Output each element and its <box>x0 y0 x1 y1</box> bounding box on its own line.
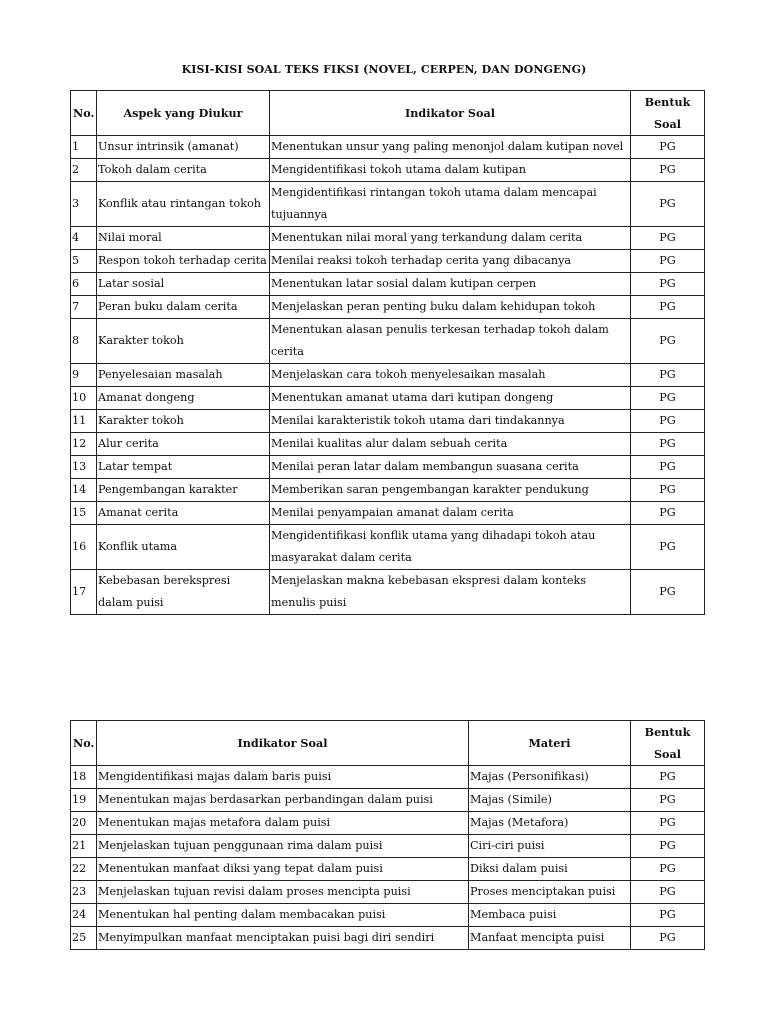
header-bentuk-line1: Bentuk <box>644 725 691 739</box>
header-bentuk-soal <box>631 721 705 766</box>
row-aspek: Amanat cerita <box>97 502 270 525</box>
row-aspek: Latar sosial <box>97 273 270 296</box>
materi-table-body <box>71 766 705 950</box>
row-indikator: Menentukan hal penting dalam membacakan puisi <box>97 904 469 927</box>
row-bentuk: PG <box>631 433 705 456</box>
row-indikator: Memberikan saran pengembangan karakter pendukung <box>270 479 631 502</box>
row-aspek: Penyelesaian masalah <box>97 364 270 387</box>
row-bentuk: PG <box>631 364 705 387</box>
row-aspek: Konflik utama <box>97 525 270 570</box>
header-materi: Materi <box>469 721 631 766</box>
row-aspek: Nilai moral <box>97 227 270 250</box>
row-no: 16 <box>71 525 97 570</box>
row-bentuk: PG <box>631 789 705 812</box>
table-row <box>71 904 705 927</box>
row-aspek: Alur cerita <box>97 433 270 456</box>
row-aspek: Pengembangan karakter <box>97 479 270 502</box>
table-row <box>71 250 705 273</box>
row-bentuk: PG <box>631 227 705 250</box>
table-row <box>71 570 705 615</box>
table-row <box>71 159 705 182</box>
document-title: KISI-KISI SOAL TEKS FIKSI (NOVEL, CERPEN, DAN DONGENG) <box>181 63 587 76</box>
row-bentuk: PG <box>631 525 705 570</box>
row-bentuk: PG <box>631 296 705 319</box>
row-bentuk: PG <box>631 319 705 364</box>
row-no: 7 <box>71 296 97 319</box>
row-no: 17 <box>71 570 97 615</box>
row-bentuk: PG <box>631 835 705 858</box>
row-bentuk: PG <box>631 410 705 433</box>
row-aspek: Respon tokoh terhadap cerita <box>97 250 270 273</box>
row-aspek: Unsur intrinsik (amanat) <box>97 136 270 159</box>
row-indikator: Menjelaskan makna kebebasan ekspresi dalam konteks menulis puisi <box>270 570 631 615</box>
row-aspek: Karakter tokoh <box>97 410 270 433</box>
table-row <box>71 881 705 904</box>
table-header-row <box>71 91 705 136</box>
table-row <box>71 364 705 387</box>
table-row <box>71 319 705 364</box>
table-row <box>71 789 705 812</box>
row-indikator: Menentukan unsur yang paling menonjol dalam kutipan novel <box>270 136 631 159</box>
row-no: 10 <box>71 387 97 410</box>
row-indikator: Menentukan manfaat diksi yang tepat dalam puisi <box>97 858 469 881</box>
row-bentuk: PG <box>631 136 705 159</box>
row-materi: Manfaat mencipta puisi <box>469 927 631 950</box>
row-bentuk: PG <box>631 927 705 950</box>
row-aspek: Peran buku dalam cerita <box>97 296 270 319</box>
row-indikator: Menjelaskan peran penting buku dalam kehidupan tokoh <box>270 296 631 319</box>
row-bentuk: PG <box>631 858 705 881</box>
row-indikator: Menentukan majas berdasarkan perbandingan dalam puisi <box>97 789 469 812</box>
row-no: 6 <box>71 273 97 296</box>
row-indikator: Menilai penyampaian amanat dalam cerita <box>270 502 631 525</box>
row-indikator: Menilai reaksi tokoh terhadap cerita yang dibacanya <box>270 250 631 273</box>
table-row <box>71 136 705 159</box>
row-aspek: Karakter tokoh <box>97 319 270 364</box>
row-bentuk: PG <box>631 881 705 904</box>
row-no: 5 <box>71 250 97 273</box>
table-row <box>71 927 705 950</box>
row-indikator: Mengidentifikasi konflik utama yang dihadapi tokoh atau masyarakat dalam cerita <box>270 525 631 570</box>
row-indikator: Menjelaskan tujuan revisi dalam proses mencipta puisi <box>97 881 469 904</box>
table-row <box>71 296 705 319</box>
materi-table <box>70 720 705 950</box>
row-materi: Majas (Simile) <box>469 789 631 812</box>
row-bentuk: PG <box>631 456 705 479</box>
row-materi: Proses menciptakan puisi <box>469 881 631 904</box>
table-row <box>71 410 705 433</box>
row-indikator: Menyimpulkan manfaat menciptakan puisi bagi diri sendiri <box>97 927 469 950</box>
row-aspek: Tokoh dalam cerita <box>97 159 270 182</box>
row-aspek: Kebebasan berekspresi dalam puisi <box>97 570 270 615</box>
row-no: 21 <box>71 835 97 858</box>
row-indikator: Menentukan alasan penulis terkesan terhadap tokoh dalam cerita <box>270 319 631 364</box>
row-indikator: Menentukan amanat utama dari kutipan dongeng <box>270 387 631 410</box>
row-indikator: Mengidentifikasi rintangan tokoh utama dalam mencapai tujuannya <box>270 182 631 227</box>
row-bentuk: PG <box>631 502 705 525</box>
header-indikator: Indikator Soal <box>97 721 469 766</box>
table-row <box>71 227 705 250</box>
row-no: 23 <box>71 881 97 904</box>
aspek-table <box>70 90 705 615</box>
row-no: 18 <box>71 766 97 789</box>
row-indikator: Menentukan majas metafora dalam puisi <box>97 812 469 835</box>
row-no: 13 <box>71 456 97 479</box>
table-row <box>71 456 705 479</box>
table-row <box>71 525 705 570</box>
header-no: No. <box>71 721 97 766</box>
row-bentuk: PG <box>631 570 705 615</box>
row-indikator: Menilai peran latar dalam membangun suasana cerita <box>270 456 631 479</box>
row-indikator: Menentukan nilai moral yang terkandung dalam cerita <box>270 227 631 250</box>
row-aspek: Amanat dongeng <box>97 387 270 410</box>
row-bentuk: PG <box>631 182 705 227</box>
row-no: 8 <box>71 319 97 364</box>
row-indikator: Menjelaskan cara tokoh menyelesaikan masalah <box>270 364 631 387</box>
table-row <box>71 835 705 858</box>
row-materi: Majas (Metafora) <box>469 812 631 835</box>
row-materi: Ciri-ciri puisi <box>469 835 631 858</box>
header-no: No. <box>71 91 97 136</box>
table-header-row <box>71 721 705 766</box>
row-no: 9 <box>71 364 97 387</box>
row-bentuk: PG <box>631 273 705 296</box>
header-aspek: Aspek yang Diukur <box>97 91 270 136</box>
table-row <box>71 766 705 789</box>
row-indikator: Mengidentifikasi tokoh utama dalam kutipan <box>270 159 631 182</box>
row-bentuk: PG <box>631 766 705 789</box>
row-bentuk: PG <box>631 250 705 273</box>
row-bentuk: PG <box>631 812 705 835</box>
row-indikator: Mengidentifikasi majas dalam baris puisi <box>97 766 469 789</box>
row-materi: Membaca puisi <box>469 904 631 927</box>
row-bentuk: PG <box>631 479 705 502</box>
row-no: 15 <box>71 502 97 525</box>
row-materi: Diksi dalam puisi <box>469 858 631 881</box>
row-aspek: Latar tempat <box>97 456 270 479</box>
header-bentuk-line2: Soal <box>653 117 682 131</box>
row-bentuk: PG <box>631 387 705 410</box>
row-no: 14 <box>71 479 97 502</box>
table-row <box>71 182 705 227</box>
table-row <box>71 433 705 456</box>
table-row <box>71 387 705 410</box>
row-indikator: Menilai karakteristik tokoh utama dari tindakannya <box>270 410 631 433</box>
row-no: 2 <box>71 159 97 182</box>
row-indikator: Menentukan latar sosial dalam kutipan cerpen <box>270 273 631 296</box>
table-row <box>71 858 705 881</box>
row-materi: Majas (Personifikasi) <box>469 766 631 789</box>
table-row <box>71 502 705 525</box>
row-indikator: Menjelaskan tujuan penggunaan rima dalam puisi <box>97 835 469 858</box>
row-indikator: Menilai kualitas alur dalam sebuah cerita <box>270 433 631 456</box>
row-no: 24 <box>71 904 97 927</box>
row-no: 1 <box>71 136 97 159</box>
row-bentuk: PG <box>631 904 705 927</box>
header-bentuk-line2: Soal <box>653 747 682 761</box>
row-no: 22 <box>71 858 97 881</box>
row-no: 19 <box>71 789 97 812</box>
header-bentuk-line1: Bentuk <box>644 95 691 109</box>
table-row <box>71 273 705 296</box>
aspek-table-body <box>71 136 705 615</box>
row-bentuk: PG <box>631 159 705 182</box>
row-no: 25 <box>71 927 97 950</box>
header-indikator: Indikator Soal <box>270 91 631 136</box>
table-row <box>71 479 705 502</box>
row-aspek: Konflik atau rintangan tokoh <box>97 182 270 227</box>
row-no: 12 <box>71 433 97 456</box>
row-no: 3 <box>71 182 97 227</box>
row-no: 20 <box>71 812 97 835</box>
row-no: 11 <box>71 410 97 433</box>
table-row <box>71 812 705 835</box>
row-no: 4 <box>71 227 97 250</box>
header-bentuk-soal <box>631 91 705 136</box>
